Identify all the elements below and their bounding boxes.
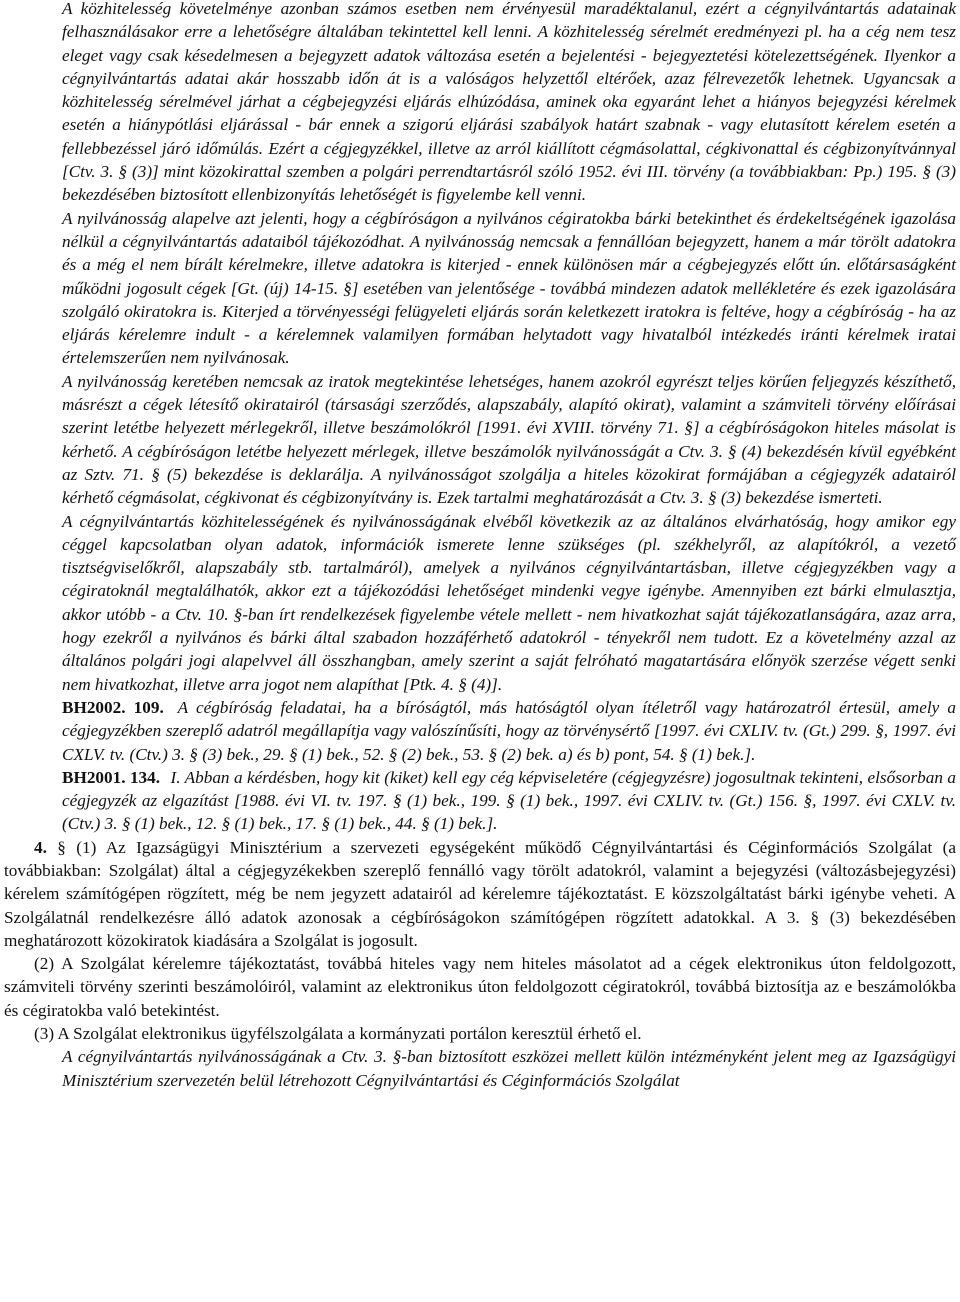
- section-text: (2) A Szolgálat kérelemre tájékoztatást, továbbá hiteles vagy nem hiteles másolatot ad a cégek elektronikus úton feldolgozott, számviteli törvény szerinti beszámolóiról, valamint az elektronikus úton feldolgozott cégiratokról, továbbá biztosítja az e beszámolókba és cégiratokba való betekintést.: [4, 954, 956, 1020]
- section-text: (3) A Szolgálat elektronikus ügyfélszolgálata a kormányzati portálon keresztül érhető el.: [34, 1024, 642, 1044]
- commentary-text: A nyilvánosság keretében nemcsak az iratok megtekintése lehetséges, hanem azokról egyrészt teljes körűen feljegyzés készíthető, másrészt a cégek létesítő okiratairól (társasági szerződés, alapszabály, alapító okirat), valamint a számviteli törvény előírásai szerint letétbe helyezett mérlegekről, illetve beszámolókról [1991. évi XVIII. törvény 71. §] a cégbíróságokon hiteles másolat is kérhető. A cégbíróságon letétbe helyezett mérlegek, illetve beszámolók nyilvánosságát a Ctv. 3. § (4) bekezdésén kívül egyébként az Sztv. 71. § (5) bekezdése is deklarálja. A nyilvánosságot szolgálja a hiteles közokirat formájában a cégjegyzék adatairól kérhető cégmásolat, cégkivonat és cégbizonyítvány is. Ezek tartalmi meghatározását a Ctv. 3. § (3) bekezdése ismerteti.: [62, 371, 956, 508]
- case-law-paragraph-1: [62, 696, 960, 766]
- commentary-text: A nyilvánosság alapelve azt jelenti, hogy a cégbíróságon a nyilvános cégiratokba bárki betekinthet és érdekeltségének igazolása nélkül a cégnyilvántartás adataiból tájékozódhat. A nyilvánosság nemcsak a fennállóan bejegyzett, hanem a már törölt adatokra és a még el nem bírált kérelmekre, illetve adatokra is kiterjed - ennek különösen már a cégbejegyzés előtt ún. előtársaságként működni jogosult cégek [Gt. (új) 14-15. §] esetében van jelentősége - továbbá mindezen adatok mellékletére és ezek igazolására szolgáló okiratokra is. Kiterjed a törvényességi felügyeleti eljárás során keletkezett iratokra is feltéve, hogy a cégbíróság - ha az eljárás kérelemre indult - a kérelemnek valamilyen formában helytadott vagy hivatalból intézkedés iránti kérelmek iratai értelemszerűen nem nyilvánosak.: [62, 208, 956, 368]
- section-paragraph-1: [4, 836, 960, 952]
- case-reference: BH2002. 109.: [62, 697, 164, 717]
- case-summary: I. Abban a kérdésben, hogy kit (kiket) kell egy cég képviseletére (cégjegyzésre) jogosultnak tekinteni, elsősorban a cégjegyzék az elgazítást [1988. évi VI. tv. 197. § (1) bek., 199. § (1) bek., 1997. évi CXLIV. tv. (Gt.) 156. §, 1997. évi CXLV. tv. (Ctv.) 3. § (1) bek., 12. § (1) bek., 17. § (1) bek., 44. § (1) bek.].: [62, 767, 956, 834]
- commentary-paragraph-5: [62, 1045, 960, 1092]
- section-paragraph-2: [4, 952, 960, 1022]
- case-reference: BH2001. 134.: [62, 767, 161, 787]
- commentary-paragraph-4: [62, 510, 960, 696]
- section-number: 4.: [34, 837, 47, 857]
- case-law-paragraph-2: [62, 766, 960, 836]
- commentary-text: A cégnyilvántartás nyilvánosságának a Ctv. 3. §-ban biztosított eszközei mellett külön intézményként jelent meg az Igazságügyi Minisztérium szervezetén belül létrehozott Cégnyilvántartási és Céginformációs Szolgálat: [62, 1047, 956, 1090]
- section-paragraph-3: [4, 1022, 960, 1045]
- commentary-paragraph-2: [62, 207, 960, 370]
- commentary-text: A cégnyilvántartás közhitelességének és nyilvánosságának elvéből következik az az általános elvárhatóság, hogy amikor egy céggel kapcsolatban olyan adatok, információk ismerete lenne szükséges (pl. székhelyről, az alapítókról, a vezető tisztségviselőkről, alapszabály stb. tartalmáról), amelyek a nyilvános cégnyilvántartásban, illetve cégjegyzékben vagy a cégiratoknál megtalálhatók, akkor ezt a tájékozódási lehetőséget mindenki vegye igénybe. Amennyiben ezt bárki elmulasztja, akkor utóbb - a Ctv. 10. §-ban írt rendelkezések figyelembe vétele mellett - nem hivatkozhat saját tájékozatlanságára, azaz arra, hogy ezekről a nyilvános és bárki által szabadon hozzáférhető adatokról - tényekről nem tudott. Ez a követelmény azzal az általános polgári jogi alapelvvel áll összhangban, amely szerint a saját felróható magatartására előnyök szerzése végett senki nem hivatkozhat, illetve arra jogot nem alapíthat [Ptk. 4. § (4)].: [62, 511, 956, 694]
- case-summary: A cégbíróság feladatai, ha a bíróságtól, más hatóságtól olyan ítéletről vagy határozatról értesül, amely a cégjegyzékben szereplő adatról megállapítja vagy valószínűsíti, hogy az törvénysértő [1997. évi CXLIV. tv. (Gt.) 299. §, 1997. évi CXLV. tv. (Ctv.) 3. § (3) bek., 29. § (1) bek., 52. § (2) bek., 53. § (2) bek. a) és b) pont, 54. § (1) bek.].: [62, 697, 956, 764]
- commentary-paragraph-1: [62, 0, 960, 207]
- section-text: § (1) Az Igazságügyi Minisztérium a szervezeti egységeként működő Cégnyilvántartási és Céginformációs Szolgálat (a továbbiakban: Szolgálat) által a cégjegyzékekben szereplő fennálló vagy törölt adatokról, valamint a bejegyzési (változásbejegyzési) kérelem számítógépen rögzített, még be nem jegyzett adatairól ad kérelemre tájékoztatást. E közszolgáltatást bárki igénybe veheti. A Szolgálatnál rendelkezésre álló adatok azonosak a cégbíróságokon számítógépen rögzített adatokkal. A 3. § (3) bekezdésében meghatározott közokiratok kiadására a Szolgálat is jogosult.: [4, 837, 956, 950]
- commentary-paragraph-3: [62, 370, 960, 510]
- commentary-text: A közhitelesség követelménye azonban számos esetben nem érvényesül maradéktalanul, ezért a cégnyilvántartás adatainak felhasználásakor erre a lehetőségre általában tekintettel kell lenni. A közhitelesség sérelmét eredményezi pl. ha a cég nem tesz eleget vagy csak késedelmesen a bejegyzett adatok változása esetén a bejelentési - bejegyeztetési kötelezettségének. Ilyenkor a cégnyilvántartás adatai akár hosszabb időn át is a valóságos helyzettől eltérőek, azaz félrevezetők lehetnek. Ugyancsak a közhitelesség sérelmével járhat a cégbejegyzési eljárás elhúzódása, aminek oka egyaránt lehet a hiányos bejegyzési kérelmek esetén a hiánypótlási eljárással - bár ennek a szigorú eljárási szabályok határt szabnak - vagy elutasított kérelem esetén a fellebbezéssel járó időmúlás. Ezért a cégjegyzékkel, illetve az arról kiállított cégmásolattal, cégkivonattal és cégbizonyítvánnyal [Ctv. 3. § (3)] mint közokirattal szemben a polgári perrendtartásról szóló 1952. évi III. törvény (a továbbiakban: Pp.) 195. § (3) bekezdésében biztosított ellenbizonyítás lehetőségét is figyelembe kell venni.: [62, 0, 956, 205]
